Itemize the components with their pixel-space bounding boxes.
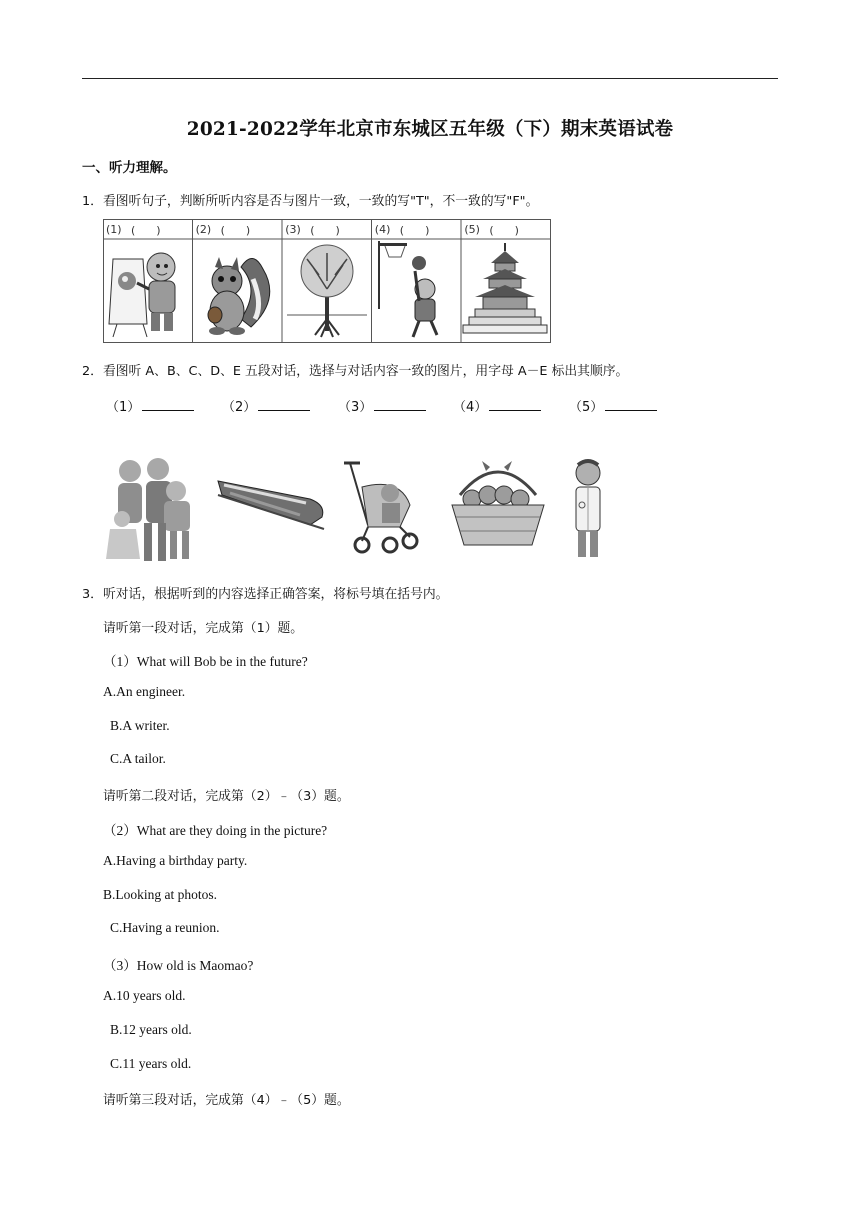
- q3-q2-option-c[interactable]: C.Having a reunion.: [110, 920, 220, 935]
- page-title: 2021-2022学年北京市东城区五年级（下）期末英语试卷: [186, 119, 674, 140]
- q3-q1-option-b[interactable]: B.A writer.: [110, 718, 170, 733]
- family-icon: [106, 458, 190, 561]
- q3-question-3: （3）How old is Maomao?: [103, 958, 254, 973]
- q3-instruction: 3．听对话，根据听到的内容选择正确答案，将标号填在括号内。: [82, 587, 449, 602]
- answer-blank-2[interactable]: （2）: [222, 396, 310, 415]
- q1-cell-label-5: (5): [464, 223, 480, 236]
- q3-question-1: （1）What will Bob be in the future?: [103, 654, 308, 669]
- tree-icon: [287, 245, 367, 337]
- section-heading: 一、听力理解。: [82, 160, 177, 176]
- boy-painting-icon: [109, 253, 175, 337]
- squirrel-icon: [208, 257, 270, 335]
- q3-q3-option-b[interactable]: B.12 years old.: [110, 1022, 192, 1037]
- baby-stroller-icon: [344, 463, 417, 552]
- q1-cell-label-2: (2): [195, 223, 212, 236]
- q3-question-2: （2）What are they doing in the picture?: [103, 823, 328, 838]
- q1-cell-label-4: (4): [374, 223, 391, 236]
- q2-instruction: 2．看图听 A、B、C、D、E 五段对话，选择与对话内容一致的图片，用字母 A－E 标出其顺序。: [82, 364, 629, 379]
- q3-part2-intro: 请听第二段对话，完成第（2）﹣（3）题。: [103, 789, 350, 804]
- q3-q2-option-b[interactable]: B.Looking at photos.: [103, 887, 217, 902]
- answer-blank-3[interactable]: （3）: [338, 396, 426, 415]
- train-icon: [218, 481, 324, 529]
- q1-cell-answer-5[interactable]: ( ): [489, 224, 519, 237]
- fruit-basket-icon: [452, 461, 544, 545]
- q3-part1-intro: 请听第一段对话，完成第（1）题。: [103, 621, 304, 636]
- q1-cell-label-3: (3): [285, 223, 301, 236]
- q2-answer-blanks: [106, 396, 666, 416]
- q3-q1-option-c[interactable]: C.A tailor.: [110, 751, 166, 766]
- q3-part3-intro: 请听第三段对话，完成第（4）﹣（5）题。: [103, 1093, 350, 1108]
- answer-blank-5[interactable]: （5）: [569, 396, 657, 415]
- temple-of-heaven-icon: [463, 243, 547, 333]
- q3-q3-option-c[interactable]: C.11 years old.: [110, 1056, 192, 1071]
- q3-q1-option-a[interactable]: A.An engineer.: [103, 684, 186, 699]
- q1-cell-answer-4[interactable]: ( ): [399, 224, 430, 237]
- q1-cell-label-1: (1): [106, 223, 122, 236]
- q1-cell-answer-1[interactable]: ( ): [131, 224, 161, 237]
- answer-blank-4[interactable]: （4）: [453, 396, 541, 415]
- q3-q2-option-a[interactable]: A.Having a birthday party.: [103, 853, 248, 868]
- q1-picture-strip: [103, 219, 551, 343]
- doctor-icon: [576, 461, 600, 557]
- q1-instruction: 1．看图听句子，判断所听内容是否与图片一致，一致的写"T"，不一致的写"F"。: [82, 194, 539, 209]
- q2-pictures: [100, 455, 620, 570]
- q1-cell-answer-2[interactable]: ( ): [220, 224, 251, 237]
- basketball-player-icon: [379, 241, 437, 337]
- q1-cell-answer-3[interactable]: ( ): [310, 224, 340, 237]
- header-rule: [82, 78, 778, 79]
- q3-q3-option-a[interactable]: A.10 years old.: [103, 988, 186, 1003]
- answer-blank-1[interactable]: （1）: [106, 396, 194, 415]
